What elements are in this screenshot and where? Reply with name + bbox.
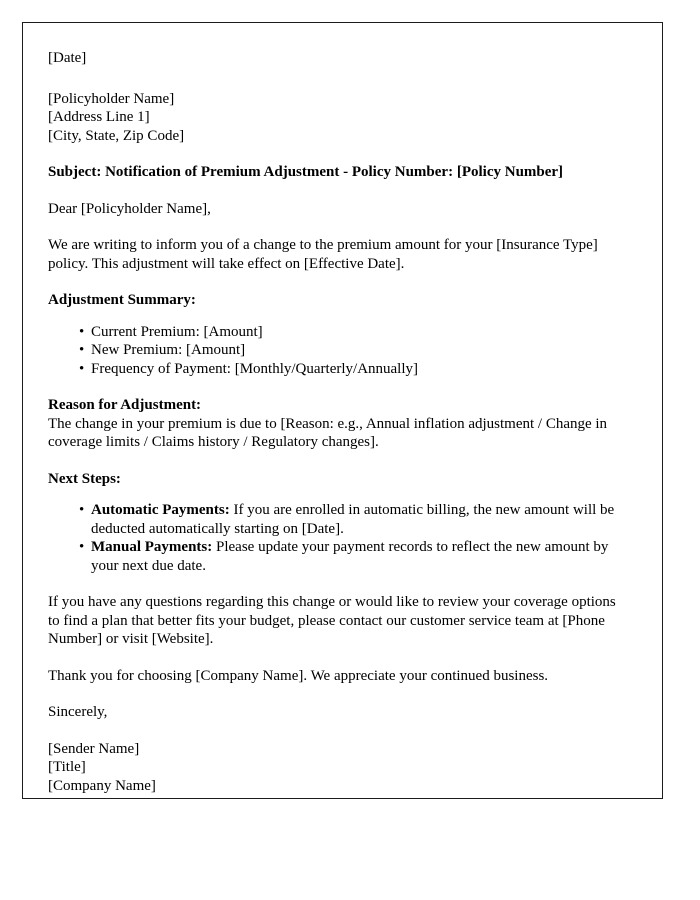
spacer [48,685,629,703]
recipient-city-state-zip: [City, State, Zip Code] [48,127,185,144]
salutation: Dear [Policyholder Name], [48,200,211,217]
spacer [48,310,629,323]
signature-block [48,740,629,796]
list-item-text: If you are enrolled in automatic billing, the new amount will be deducted automatically starting on [Date]. [91,502,615,537]
list-item: • Current Premium: [Amount] [48,323,629,342]
recipient-address-block [48,90,629,146]
spacer [48,218,629,236]
spacer [48,145,629,163]
recipient-name: [Policyholder Name] [48,90,175,107]
recipient-address-line-1: [Address Line 1] [48,109,150,125]
sender-title: [Title] [48,759,86,775]
spacer [48,273,629,291]
closing: Sincerely, [48,704,108,720]
spacer [48,488,629,501]
thank-you-paragraph: Thank you for choosing [Company Name]. We appreciate your continued business. [48,667,549,684]
sender-name: [Sender Name] [48,740,140,757]
intro-paragraph: We are writing to inform you of a change to the premium amount for your [Insurance Type] policy. This adjustment will take effect on [Effective Date]. [48,237,598,272]
spacer [48,378,629,396]
list-item: • New Premium: [Amount] [48,341,629,360]
list-item-lead: Manual Payments: [91,539,213,555]
adjustment-summary-list [48,323,629,379]
spacer [48,182,629,200]
spacer [48,722,629,740]
questions-paragraph: If you have any questions regarding this change or would like to review your coverage options to find a plan that better fits your budget, please contact our customer service team at [Phone Number] or visit [Website]. [48,594,616,647]
list-item [48,538,629,575]
list-item: • Frequency of Payment: [Monthly/Quarterly/Annually] [48,360,629,379]
spacer [48,649,629,667]
reason-for-adjustment-body: The change in your premium is due to [Reason: e.g., Annual inflation adjustment / Change in coverage limits / Claims history / Regulatory changes]. [48,415,608,450]
sender-company-name: [Company Name] [48,777,156,794]
document-body [23,23,662,795]
subject-line: Subject: Notification of Premium Adjustment - Policy Number: [Policy Number] [48,164,564,180]
next-steps-list [48,501,629,575]
list-item-lead: Automatic Payments: [91,502,230,518]
list-item-text: Please update your payment records to reflect the new amount by your next due date. [91,539,609,574]
adjustment-summary-heading: Adjustment Summary: [48,292,196,308]
spacer [48,575,629,593]
next-steps-heading: Next Steps: [48,470,121,487]
spacer [48,452,629,470]
reason-for-adjustment-heading: Reason for Adjustment: [48,397,202,413]
spacer [48,68,629,90]
letter-date: [Date] [48,50,87,66]
document-page [22,22,663,799]
list-item [48,501,629,538]
